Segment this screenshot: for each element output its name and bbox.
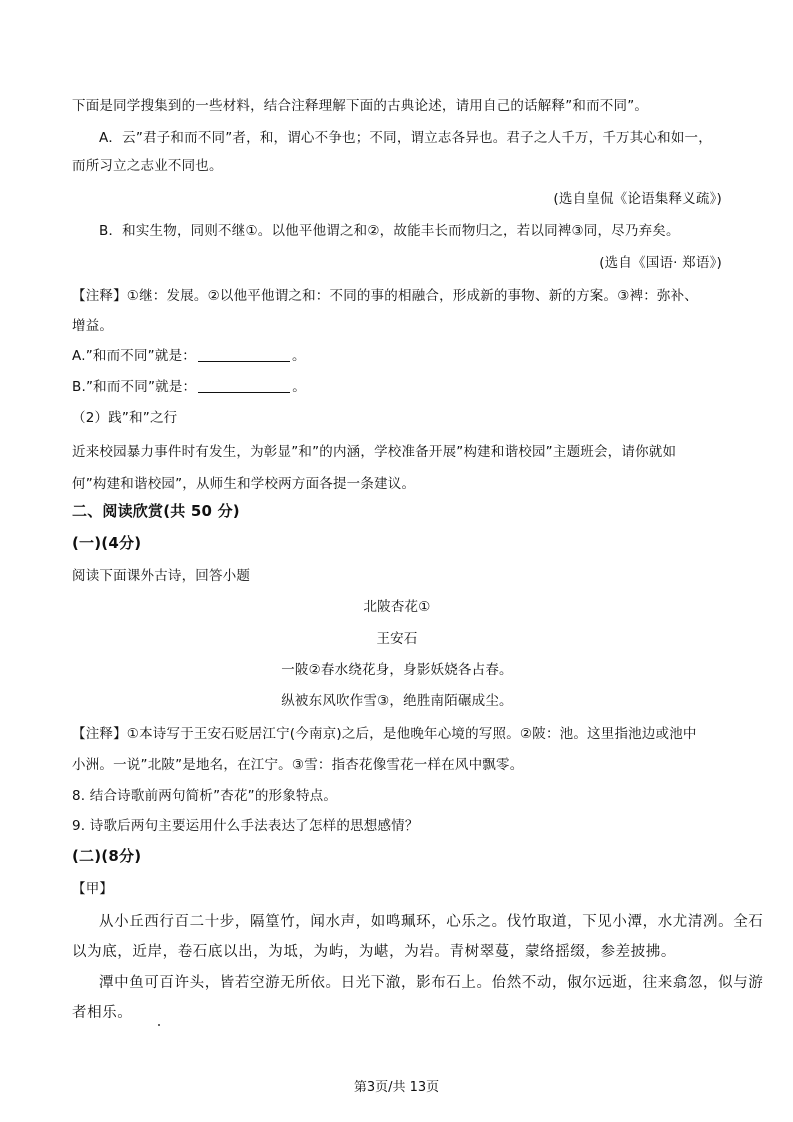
notes-line2: 增益。 bbox=[72, 318, 114, 334]
passage-jia-label: 【甲】 bbox=[72, 881, 114, 897]
question-2-text-line2: 何”构建和谐校园”，从师生和学校两方面各提一条建议。 bbox=[72, 476, 416, 492]
question-2-text-line1: 近来校园暴力事件时有发生，为彰显”和”的内涵，学校准备开展”构建和谐校园”主题班会，请你就如 bbox=[72, 444, 677, 460]
poem-author: 王安石 bbox=[376, 631, 418, 647]
section-2-heading: 二、阅读欣赏(共 50 分) bbox=[72, 502, 240, 520]
poem-instruction: 阅读下面课外古诗，回答小题 bbox=[72, 568, 251, 584]
material-b-source: (选自《国语· 郑语》) bbox=[599, 255, 722, 271]
material-a-line2: 而所习立之志业不同也。 bbox=[72, 158, 223, 174]
poem-notes-line2: 小洲。一说”北陂”是地名，在江宁。③雪：指杏花像雪花一样在风中飘零。 bbox=[72, 757, 524, 773]
answer-a-blank[interactable] bbox=[198, 347, 290, 362]
answer-a-label: A.”和而不同”就是： bbox=[72, 348, 196, 364]
answer-b-period: 。 bbox=[292, 379, 306, 395]
notes-line1: 【注释】①继：发展。②以他平他谓之和：不同的事的相融合，形成新的事物、新的方案。③裨：弥补、 bbox=[72, 288, 699, 304]
answer-b bbox=[72, 377, 722, 397]
answer-b-label: B.”和而不同”就是： bbox=[72, 379, 197, 395]
passage-line1: 从小丘西行百二十步，隔篁竹，闻水声，如鸣珮环，心乐之。伐竹取道，下见小潭，水尤清冽。全石 bbox=[99, 914, 764, 930]
page-footer: 第3页/共 13页 bbox=[353, 1080, 440, 1095]
passage-line3: 潭中鱼可百许头，皆若空游无所依。日光下澈，影布石上。佁然不动，俶尔远逝，往来翕忽，似与游 bbox=[99, 975, 764, 991]
passage-line2: 以为底，近岸，卷石底以出，为坻，为屿，为嵁，为岩。青树翠蔓，蒙络摇缀，参差披拂。 bbox=[72, 944, 676, 960]
answer-b-blank[interactable] bbox=[198, 378, 290, 393]
answer-a-period: 。 bbox=[291, 348, 306, 364]
material-a-line1: A．云”君子和而不同”者，和，谓心不争也；不同，谓立志各异也。君子之人千万，千万其心和如一， bbox=[99, 130, 712, 146]
answer-a bbox=[72, 346, 722, 366]
material-b-line: B．和实生物，同则不继①。以他平他谓之和②，故能丰长而物归之，若以同裨③同，尽乃弃矣。 bbox=[99, 223, 680, 239]
subsection-1-heading: (一)(4分) bbox=[72, 534, 142, 552]
passage-line4: 者相乐。 bbox=[72, 1005, 133, 1021]
intro-text: 下面是同学搜集到的一些材料，结合注释理解下面的古典论述，请用自己的话解释”和而不同”。 bbox=[72, 98, 649, 114]
stray-dot bbox=[158, 1024, 160, 1026]
subsection-2-heading: (二)(8分) bbox=[72, 847, 142, 865]
poem-line2: 纵被东风吹作雪③，绝胜南陌碾成尘。 bbox=[281, 693, 513, 709]
question-2-heading: （2）践”和”之行 bbox=[72, 410, 178, 426]
poem-title: 北陂杏花① bbox=[363, 599, 431, 615]
poem-notes-line1: 【注释】①本诗写于王安石贬居江宁(今南京)之后，是他晚年心境的写照。②陂：池。这里指池边或池中 bbox=[72, 726, 697, 742]
question-8: 8. 结合诗歌前两句简析”杏花”的形象特点。 bbox=[72, 788, 338, 804]
material-a-source: (选自皇侃《论语集释义疏》) bbox=[553, 191, 722, 207]
poem-line1: 一陂②春水绕花身，身影妖娆各占春。 bbox=[281, 662, 513, 678]
question-9: 9. 诗歌后两句主要运用什么手法表达了怎样的思想感情？ bbox=[72, 818, 419, 834]
